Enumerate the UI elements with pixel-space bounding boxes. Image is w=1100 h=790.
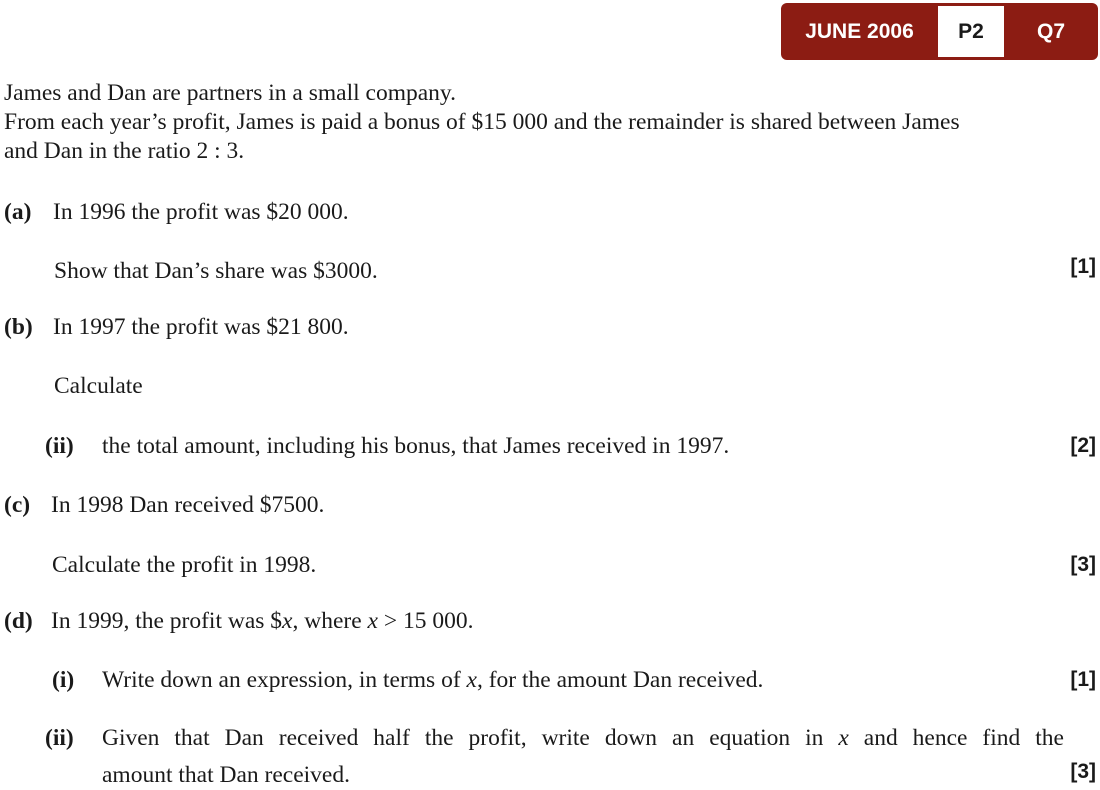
- part-d-sub-ii-line-2: amount that Dan received.: [102, 762, 350, 788]
- intro-line-2: From each year’s profit, James is paid a bonus of $15 000 and the remainder is shared between James: [4, 109, 960, 135]
- part-d-stem-post: > 15 000.: [377, 608, 474, 634]
- part-b-task: Calculate: [54, 373, 143, 399]
- question-badge: [781, 3, 1098, 60]
- part-d-sub-ii-label: (ii): [45, 725, 74, 751]
- part-c-label: (c): [4, 492, 31, 518]
- intro-line-3: and Dan in the ratio 2 : 3.: [4, 138, 245, 164]
- part-d-sub-ii-text1-post: and hence find the: [848, 725, 1064, 751]
- part-a-label: (a): [4, 199, 32, 225]
- part-d-stem: [4, 606, 473, 636]
- part-d-sub-i-text-pre: Write down an expression, in terms of: [102, 667, 467, 693]
- part-d-sub-i-text-post: , for the amount Dan received.: [476, 667, 764, 693]
- part-d-stem-var: x: [282, 608, 293, 634]
- part-b-sub-ii: [45, 431, 729, 461]
- part-c-stem: [4, 490, 324, 520]
- exam-session: JUNE 2006: [805, 19, 914, 43]
- part-d-stem-var2: x: [367, 608, 378, 634]
- part-b-stem-text: In 1997 the profit was $21 800.: [53, 314, 349, 340]
- part-c-stem-text: In 1998 Dan received $7500.: [51, 492, 325, 518]
- part-d-sub-ii-marks: [3]: [1070, 760, 1096, 783]
- part-d-stem-mid: , where: [292, 608, 368, 634]
- part-d-sub-i-label: (i): [52, 667, 75, 693]
- part-b-sub-ii-label: (ii): [45, 433, 74, 459]
- part-c-marks: [3]: [1070, 553, 1096, 576]
- part-d-sub-ii-var: x: [838, 725, 849, 751]
- part-a-marks: [1]: [1070, 255, 1096, 278]
- part-b-label: (b): [4, 314, 33, 340]
- intro-line-1: James and Dan are partners in a small company.: [4, 80, 456, 106]
- part-d-sub-ii-text1-pre: Given that Dan received half the profit, write down an equation in: [102, 725, 839, 751]
- part-d-stem-pre: In 1999, the profit was $: [51, 608, 283, 634]
- part-d-label: (d): [4, 608, 33, 634]
- part-a-stem: [4, 197, 349, 227]
- part-d-sub-ii-label-line: [45, 723, 102, 753]
- part-d-sub-ii-line-1: [102, 723, 1064, 753]
- part-a-stem-text: In 1996 the profit was $20 000.: [53, 199, 349, 225]
- part-d-sub-i-var: x: [466, 667, 477, 693]
- part-b-stem: [4, 312, 349, 342]
- paper-number: P2: [938, 6, 1004, 57]
- part-a-task: Show that Dan’s share was $3000.: [54, 258, 378, 284]
- part-d-sub-i-marks: [1]: [1070, 668, 1096, 691]
- question-number: Q7: [1036, 19, 1065, 43]
- part-b-sub-ii-text: the total amount, including his bonus, that James received in 1997.: [102, 433, 730, 459]
- part-d-sub-i: [52, 665, 763, 695]
- part-b-sub-ii-marks: [2]: [1070, 434, 1096, 457]
- part-c-task: Calculate the profit in 1998.: [52, 552, 317, 578]
